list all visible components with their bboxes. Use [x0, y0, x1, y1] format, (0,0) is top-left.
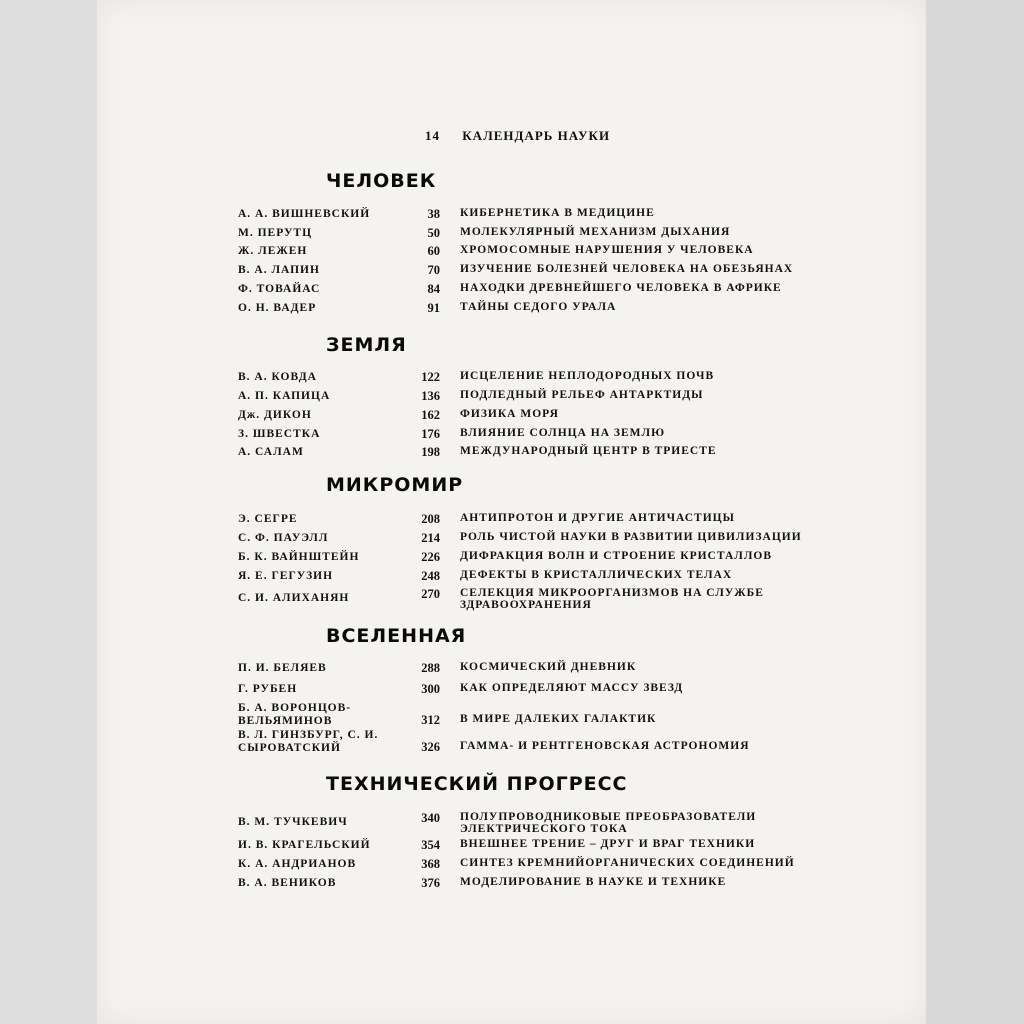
toc-entry — [0, 408, 1024, 426]
entry-author: В. А. ВЕНИКОВ — [238, 877, 337, 889]
section-title-mikromir: МИКРОМИР — [326, 474, 464, 496]
entry-author: Я. Е. ГЕГУЗИН — [238, 570, 334, 582]
book-title: КАЛЕНДАРЬ НАУКИ — [462, 128, 611, 143]
entry-page: 368 — [421, 857, 440, 871]
entry-title: ДИФРАКЦИЯ ВОЛН И СТРОЕНИЕ КРИСТАЛЛОВ — [460, 550, 773, 562]
entry-author: В. А. ЛАПИН — [238, 264, 320, 276]
entry-title: ТАЙНЫ СЕДОГО УРАЛА — [460, 301, 617, 313]
entry-author: К. А. АНДРИАНОВ — [238, 858, 357, 870]
entry-title: МЕЖДУНАРОДНЫЙ ЦЕНТР В ТРИЕСТЕ — [460, 445, 717, 457]
entry-page: 162 — [421, 408, 440, 422]
entry-title: СИНТЕЗ КРЕМНИЙОРГАНИЧЕСКИХ СОЕДИНЕНИЙ — [460, 857, 795, 869]
entry-title: КАК ОПРЕДЕЛЯЮТ МАССУ ЗВЕЗД — [460, 682, 684, 694]
toc-entry — [0, 445, 1024, 463]
toc-entry — [0, 811, 1024, 835]
entry-page: 122 — [421, 370, 440, 384]
toc-entry — [0, 427, 1024, 445]
section-title-zemlya: ЗЕМЛЯ — [326, 334, 407, 356]
toc-entry — [0, 370, 1024, 388]
entry-author: А. А. ВИШНЕВСКИЙ — [238, 208, 371, 220]
entry-title: КИБЕРНЕТИКА В МЕДИЦИНЕ — [460, 207, 655, 219]
entry-title: АНТИПРОТОН И ДРУГИЕ АНТИЧАСТИЦЫ — [460, 512, 735, 524]
entry-author: Ж. ЛЕЖЕН — [238, 245, 308, 257]
entry-author: Дж. ДИКОН — [238, 409, 312, 421]
toc-entry — [0, 729, 1024, 754]
toc-entry — [0, 244, 1024, 262]
entry-title: ИЗУЧЕНИЕ БОЛЕЗНЕЙ ЧЕЛОВЕКА НА ОБЕЗЬЯНАХ — [460, 263, 794, 275]
entry-author: С. И. АЛИХАНЯН — [238, 592, 350, 604]
entry-author: Б. К. ВАЙНШТЕЙН — [238, 551, 360, 563]
entry-page: 248 — [421, 569, 440, 583]
entry-title: ПОЛУПРОВОДНИКОВЫЕ ПРЕОБРАЗОВАТЕЛИ ЭЛЕКТРИЧЕСКОГО ТОКА — [460, 811, 757, 835]
entry-page: 50 — [427, 226, 440, 240]
entry-page: 214 — [421, 531, 440, 545]
entry-title: МОЛЕКУЛЯРНЫЙ МЕХАНИЗМ ДЫХАНИЯ — [460, 226, 731, 238]
entry-title: ДЕФЕКТЫ В КРИСТАЛЛИЧЕСКИХ ТЕЛАХ — [460, 569, 733, 581]
entry-author: Ф. ТОВАЙАС — [238, 283, 321, 295]
toc-entry — [0, 702, 1024, 727]
toc-entry — [0, 857, 1024, 875]
entry-page: 136 — [421, 389, 440, 403]
entry-page: 198 — [421, 445, 440, 459]
entry-page: 208 — [421, 512, 440, 526]
section-title-tekhnicheskiy-progress: ТЕХНИЧЕСКИЙ ПРОГРЕСС — [326, 773, 628, 795]
entry-page: 176 — [421, 427, 440, 441]
entry-page: 226 — [421, 550, 440, 564]
entry-title: ИСЦЕЛЕНИЕ НЕПЛОДОРОДНЫХ ПОЧВ — [460, 370, 715, 382]
running-head — [425, 128, 610, 144]
entry-title: КОСМИЧЕСКИЙ ДНЕВНИК — [460, 661, 637, 673]
toc-entry — [0, 876, 1024, 894]
entry-author: Г. РУБЕН — [238, 683, 298, 695]
entry-title: МОДЕЛИРОВАНИЕ В НАУКЕ И ТЕХНИКЕ — [460, 876, 727, 888]
entry-author: С. Ф. ПАУЭЛЛ — [238, 532, 329, 544]
toc-entry — [0, 587, 1024, 611]
entry-page: 38 — [427, 207, 440, 221]
entry-title: ПОДЛЕДНЫЙ РЕЛЬЕФ АНТАРКТИДЫ — [460, 389, 704, 401]
toc-entry — [0, 531, 1024, 549]
toc-entry — [0, 263, 1024, 281]
entry-author: Э. СЕГРЕ — [238, 513, 298, 525]
entry-title: СЕЛЕКЦИЯ МИКРООРГАНИЗМОВ НА СЛУЖБЕ ЗДРАВООХРАНЕНИЯ — [460, 587, 764, 611]
section-title-vselennaya: ВСЕЛЕННАЯ — [326, 625, 467, 647]
entry-title: ВНЕШНЕЕ ТРЕНИЕ – ДРУГ И ВРАГ ТЕХНИКИ — [460, 838, 756, 850]
entry-author: В. Л. ГИНЗБУРГ, С. И. СЫРОВАТСКИЙ — [238, 729, 379, 754]
toc-entry — [0, 682, 1024, 700]
toc-entry — [0, 661, 1024, 679]
entry-title: ГАММА- И РЕНТГЕНОВСКАЯ АСТРОНОМИЯ — [460, 740, 750, 752]
entry-title: ХРОМОСОМНЫЕ НАРУШЕНИЯ У ЧЕЛОВЕКА — [460, 244, 754, 256]
entry-title: РОЛЬ ЧИСТОЙ НАУКИ В РАЗВИТИИ ЦИВИЛИЗАЦИИ — [460, 531, 802, 543]
entry-page: 312 — [421, 713, 440, 727]
entry-author: П. И. БЕЛЯЕВ — [238, 662, 327, 674]
entry-page: 60 — [427, 244, 440, 258]
toc-entry — [0, 838, 1024, 856]
section-title-chelovek: ЧЕЛОВЕК — [326, 170, 437, 192]
entry-page: 326 — [421, 740, 440, 754]
entry-page: 300 — [421, 682, 440, 696]
toc-entry — [0, 569, 1024, 587]
toc-entry — [0, 226, 1024, 244]
entry-author: О. Н. ВАДЕР — [238, 302, 317, 314]
toc-entry — [0, 389, 1024, 407]
entry-page: 70 — [427, 263, 440, 277]
entry-author: А. САЛАМ — [238, 446, 304, 458]
entry-page: 288 — [421, 661, 440, 675]
entry-page: 340 — [421, 811, 440, 825]
toc-entry — [0, 207, 1024, 225]
entry-page: 376 — [421, 876, 440, 890]
entry-page: 354 — [421, 838, 440, 852]
entry-author: И. В. КРАГЕЛЬСКИЙ — [238, 839, 371, 851]
entry-author: В. А. КОВДА — [238, 371, 317, 383]
entry-author: М. ПЕРУТЦ — [238, 227, 313, 239]
entry-title: ФИЗИКА МОРЯ — [460, 408, 559, 420]
entry-author: В. М. ТУЧКЕВИЧ — [238, 816, 348, 828]
entry-title: В МИРЕ ДАЛЕКИХ ГАЛАКТИК — [460, 713, 657, 725]
entry-title: НАХОДКИ ДРЕВНЕЙШЕГО ЧЕЛОВЕКА В АФРИКЕ — [460, 282, 782, 294]
entry-author: Б. А. ВОРОНЦОВ-ВЕЛЬЯМИНОВ — [238, 702, 352, 727]
entry-title: ВЛИЯНИЕ СОЛНЦА НА ЗЕМЛЮ — [460, 427, 666, 439]
entry-author: З. ШВЕСТКА — [238, 428, 321, 440]
entry-page: 84 — [427, 282, 440, 296]
entry-page: 270 — [421, 587, 440, 601]
entry-page: 91 — [427, 301, 440, 315]
toc-entry — [0, 550, 1024, 568]
entry-author: А. П. КАПИЦА — [238, 390, 331, 402]
toc-entry — [0, 512, 1024, 530]
page-number: 14 — [425, 128, 440, 143]
toc-entry — [0, 301, 1024, 319]
toc-entry — [0, 282, 1024, 300]
